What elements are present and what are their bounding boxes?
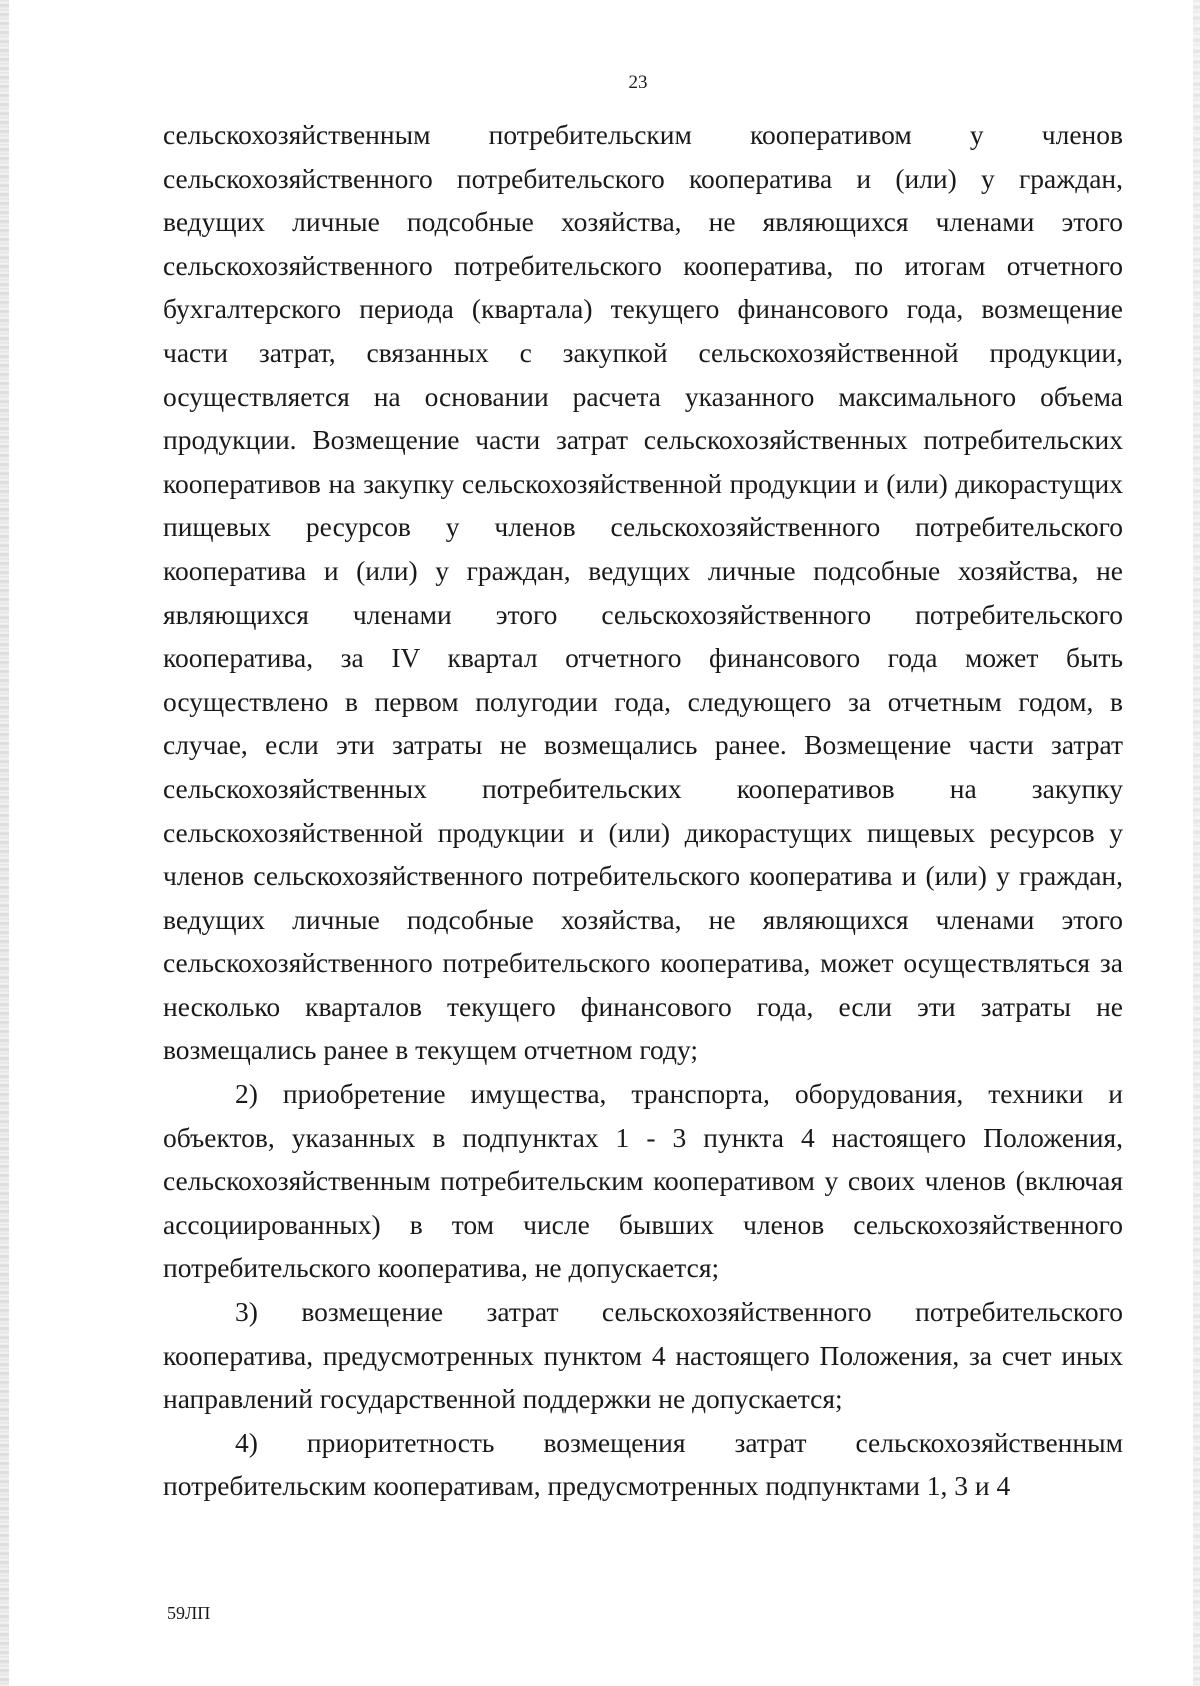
paragraph-item-4: 4) приоритетность возмещения затрат сельскохозяйственным потребительским кооперативам, предусмотренных подпунктами 1, 3 и 4 (163, 1426, 1123, 1502)
scan-edge-right (1193, 0, 1200, 1686)
document-code: 59ЛП (167, 1603, 211, 1623)
scan-edge-left (0, 0, 9, 1686)
paragraph-continuation: сельскохозяйственным потребительским кооперативом у членов сельскохозяйственного потребительского кооператива и (или) у граждан, ведущих личные подсобные хозяйства, не являющихся членами этого сельскохозяйственного потребительского кооператива, по итогам отчетного бухгалтерского периода (квартала) текущего финансового года, возмещение части затрат, связанных с закупкой сельскохозяйственной продукции, осуществляется на основании расчета указанного максимального объема продукции. Возмещение части затрат сельскохозяйственных потребительских кооперативов на закупку сельскохозяйственной продукции и (или) дикорастущих пищевых ресурсов у членов сельскохозяйственного потребительского кооператива и (или) у граждан, ведущих личные подсобные хозяйства, не являющихся членами этого сельскохозяйственного потребительского кооператива, за IV квартал отчетного финансового года может быть осуществлено в первом полугодии года, следующего за отчетным годом, в случае, если эти затраты не возмещались ранее. Возмещение части затрат сельскохозяйственных потребительских кооперативов на закупку сельскохозяйственной продукции и (или) дикорастущих пищевых ресурсов у членов сельскохозяйственного потребительского кооператива и (или) у граждан, ведущих личные подсобные хозяйства, не являющихся членами этого сельскохозяйственного потребительского кооператива, может осуществляться за несколько кварталов текущего финансового года, если эти затраты не возмещались ранее в текущем отчетном году; (163, 119, 1123, 1066)
page-number: 23 (628, 72, 648, 93)
document-body (163, 113, 1123, 1508)
paragraph-item-3: 3) возмещение затрат сельскохозяйственного потребительского кооператива, предусмотренных пунктом 4 настоящего Положения, за счет иных направлений государственной поддержки не допускается; (163, 1296, 1123, 1415)
paragraph-item-2: 2) приобретение имущества, транспорта, оборудования, техники и объектов, указанных в подпунктах 1 - 3 пункта 4 настоящего Положения, сельскохозяйственным потребительским кооперативом у своих членов (включая ассоциированных) в том числе бывших членов сельскохозяйственного потребительского кооператива, не допускается; (163, 1078, 1123, 1284)
